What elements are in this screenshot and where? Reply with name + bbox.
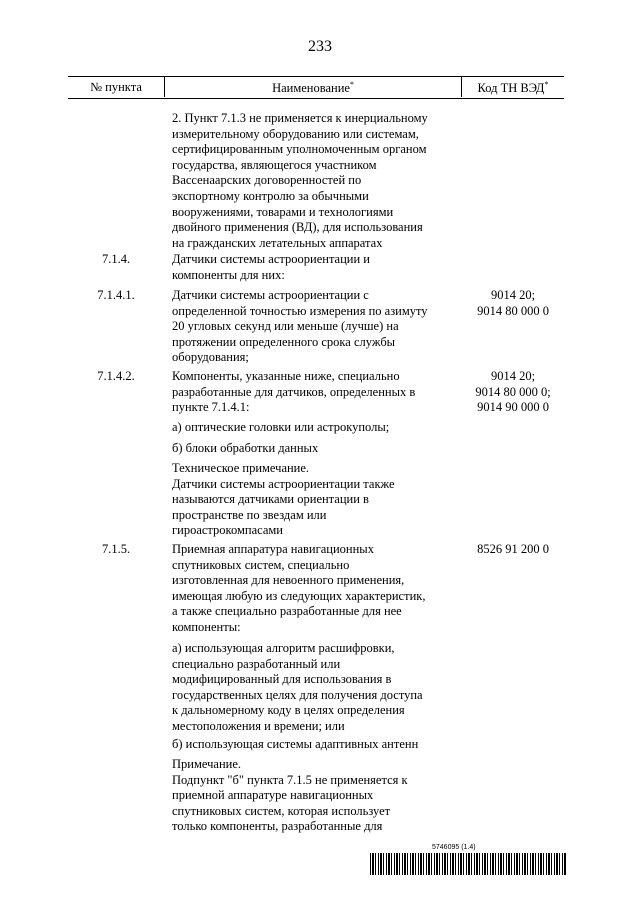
row-name: Датчики системы астроориентации с определенной точностью измерения по азимуту 20 угловых секунд или меньше (лучше) на протяжении определенного срока службы оборудования; xyxy=(172,288,428,365)
row-code: 9014 20; 9014 80 000 0; 9014 90 000 0 xyxy=(475,369,551,415)
row-name: Компоненты, указанные ниже, специально разработанные для датчиков, определенных в пункте 7.1.4.1: xyxy=(172,369,416,415)
row-name: 2. Пункт 7.1.3 не применяется к инерциальному измерительному оборудованию или системам, сертифицированным уполномоченным органом государства, являющегося участником Вассенаарских договоренностей по экспортному контролю за обычными вооружениями, товарами и технологиями двойного применения (ВД), для использования на гражданских летательных аппаратах xyxy=(172,111,428,250)
row-name: а) использующая алгоритм расшифровки, специально разработанный или модифицированный для использования в государственных целях для получения доступа к дальномерному коду в целях определения местоположения и времени; или xyxy=(172,641,423,733)
column-divider xyxy=(164,76,165,97)
document-serial: 5746095 (1.4) xyxy=(432,844,476,851)
header-name: Наименование* xyxy=(272,80,354,96)
row-name: Техническое примечание. Датчики системы астроориентации также называются датчиками ориентации в пространстве по звездам или гироастрокомпасами xyxy=(172,461,395,538)
header-item-number: № пункта xyxy=(90,80,142,94)
row-name: Примечание. Подпункт "б" пункта 7.1.5 не применяется к приемной аппаратуре навигационных спутниковых систем, которая использует только компоненты, разработанные для xyxy=(172,757,408,834)
row-number: 7.1.4.1. xyxy=(97,288,135,302)
row-name: а) оптические головки или астрокуполы; xyxy=(172,420,390,434)
row-code: 8526 91 200 0 xyxy=(477,542,549,556)
row-name: б) использующая системы адаптивных антенн xyxy=(172,737,419,751)
page-number: 233 xyxy=(308,38,332,55)
column-divider xyxy=(461,76,462,97)
row-name: Приемная аппаратура навигационных спутниковых систем, специально изготовленная для невоенного применения, имеющая любую из следующих характеристик, а также специально разработанные для нее компоненты: xyxy=(172,542,426,634)
row-number: 7.1.5. xyxy=(101,542,131,556)
header-code: Код ТН ВЭД* xyxy=(477,80,549,96)
row-number: 7.1.4. xyxy=(101,252,131,266)
row-name: б) блоки обработки данных xyxy=(172,441,319,455)
table-header xyxy=(68,76,564,99)
row-number: 7.1.4.2. xyxy=(97,369,135,383)
barcode xyxy=(370,853,566,875)
row-code: 9014 20; 9014 80 000 0 xyxy=(477,288,549,318)
row-name: Датчики системы астроориентации и компоненты для них: xyxy=(172,252,370,282)
